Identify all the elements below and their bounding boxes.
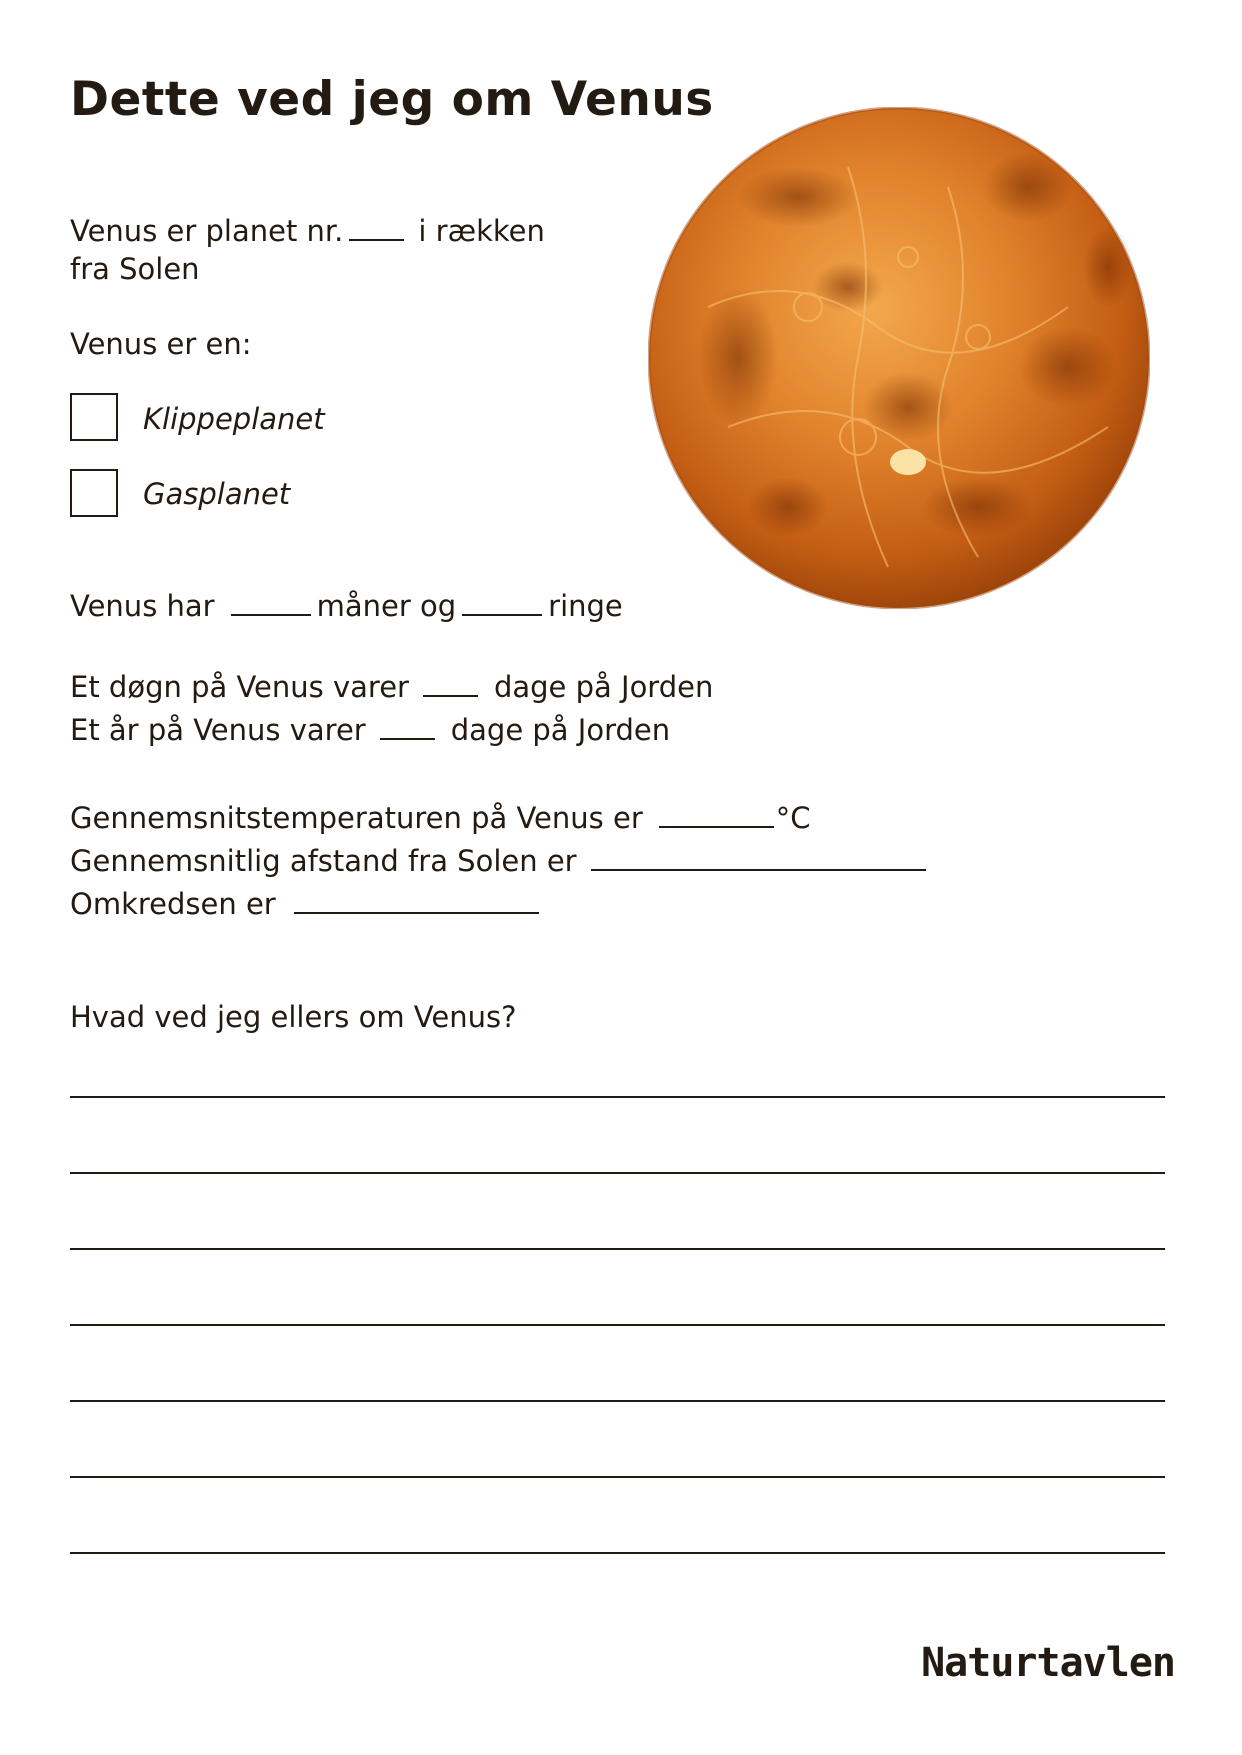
- year-length-question: [70, 713, 671, 747]
- answer-line[interactable]: [70, 1096, 1165, 1098]
- year-length-text-after: dage på Jorden: [450, 713, 671, 747]
- answer-line[interactable]: [70, 1248, 1165, 1250]
- day-length-question: [70, 670, 714, 704]
- answer-line[interactable]: [70, 1476, 1165, 1478]
- moons-blank[interactable]: [231, 613, 311, 616]
- planet-number-question: [70, 214, 545, 248]
- distance-text: Gennemsnitlig afstand fra Solen er: [70, 844, 577, 878]
- planet-number-text-after: i rækken: [418, 214, 545, 248]
- moons-rings-question: [70, 589, 623, 623]
- planet-number-blank[interactable]: [349, 238, 404, 241]
- venus-planet-image: [648, 107, 1150, 609]
- circumference-question: [70, 887, 545, 921]
- moons-text: Venus har: [70, 589, 215, 623]
- temperature-unit: °C: [775, 801, 811, 835]
- planet-number-question-line2: fra Solen: [70, 252, 200, 286]
- answer-line[interactable]: [70, 1400, 1165, 1402]
- temperature-blank[interactable]: [659, 825, 774, 828]
- rings-blank[interactable]: [462, 613, 542, 616]
- page-title: Dette ved jeg om Venus: [70, 72, 714, 127]
- answer-line[interactable]: [70, 1172, 1165, 1174]
- day-length-blank[interactable]: [423, 694, 478, 697]
- planet-type-question: Venus er en:: [70, 327, 252, 361]
- planet-number-text: Venus er planet nr.: [70, 214, 344, 248]
- year-length-text: Et år på Venus varer: [70, 713, 366, 747]
- brand-logo-text: Naturtavlen: [921, 1640, 1175, 1686]
- klippeplanet-checkbox[interactable]: [70, 393, 118, 441]
- klippeplanet-label: Klippeplanet: [143, 402, 325, 436]
- answer-line[interactable]: [70, 1552, 1165, 1554]
- circumference-blank[interactable]: [294, 911, 539, 914]
- moons-text-mid: måner og: [316, 589, 457, 623]
- temperature-text: Gennemsnitstemperaturen på Venus er: [70, 801, 643, 835]
- year-length-blank[interactable]: [380, 737, 435, 740]
- circumference-text: Omkredsen er: [70, 887, 276, 921]
- day-length-text: Et døgn på Venus varer: [70, 670, 409, 704]
- open-question: Hvad ved jeg ellers om Venus?: [70, 1000, 517, 1034]
- distance-question: [70, 844, 932, 878]
- day-length-text-after: dage på Jorden: [493, 670, 714, 704]
- gasplanet-checkbox[interactable]: [70, 469, 118, 517]
- temperature-question: [70, 801, 811, 835]
- distance-blank[interactable]: [591, 868, 926, 871]
- rings-text: ringe: [548, 589, 623, 623]
- gasplanet-label: Gasplanet: [143, 477, 291, 511]
- answer-line[interactable]: [70, 1324, 1165, 1326]
